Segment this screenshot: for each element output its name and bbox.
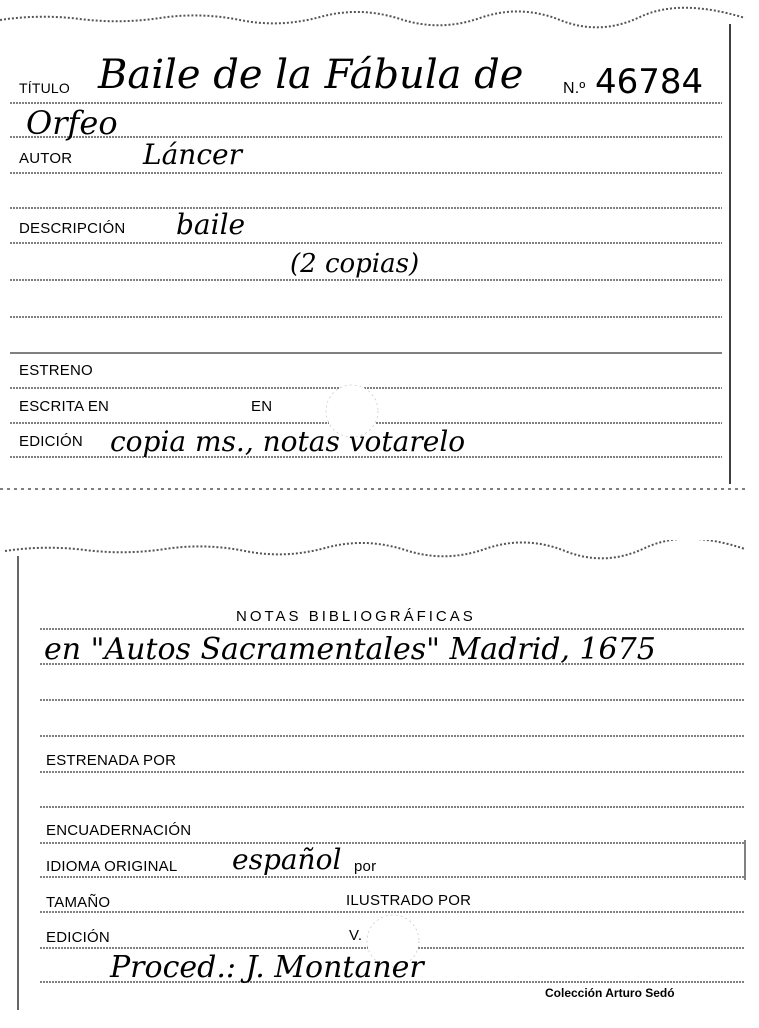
estrenada-por-label: ESTRENADA POR [46,752,177,769]
edicion-back-label: EDICIÓN [46,929,110,946]
titulo-value-line2: Orfeo [26,104,118,142]
ilustrado-por-label: ILUSTRADO POR [346,892,472,909]
v-label: V. [349,927,363,944]
encuadernacion-label: ENCUADERNACIÓN [46,822,192,839]
number-value: 46784 [595,62,704,102]
estreno-label: ESTRENO [19,362,93,379]
edicion-value: copia ms., notas votarelo [110,425,466,458]
autor-label: AUTOR [19,150,73,167]
descripcion-note: (2 copias) [290,249,420,279]
titulo-label: TÍTULO [19,80,70,96]
en-label: EN [251,398,273,415]
notas-heading: NOTAS BIBLIOGRÁFICAS [236,608,476,625]
escrita-en-label: ESCRITA EN [19,398,110,415]
notas-value: en "Autos Sacramentales" Madrid, 1675 [44,632,656,667]
idioma-original-label: IDIOMA ORIGINAL [46,858,178,875]
catalog-card-back [0,540,759,1028]
descripcion-label: DESCRIPCIÓN [19,220,126,237]
autor-value: Láncer [143,138,242,171]
proced-value: Proced.: J. Montaner [110,950,424,985]
descripcion-value: baile [176,208,246,241]
collection-credit: Colección Arturo Sedó [545,986,675,1000]
titulo-value: Baile de la Fábula de [98,52,524,98]
catalog-card-front [0,0,759,500]
tamano-label: TAMAÑO [46,894,111,911]
idioma-original-value: español [232,843,342,876]
por-label: por [354,858,377,875]
edicion-label: EDICIÓN [19,433,83,450]
number-label: N.º [563,80,586,97]
